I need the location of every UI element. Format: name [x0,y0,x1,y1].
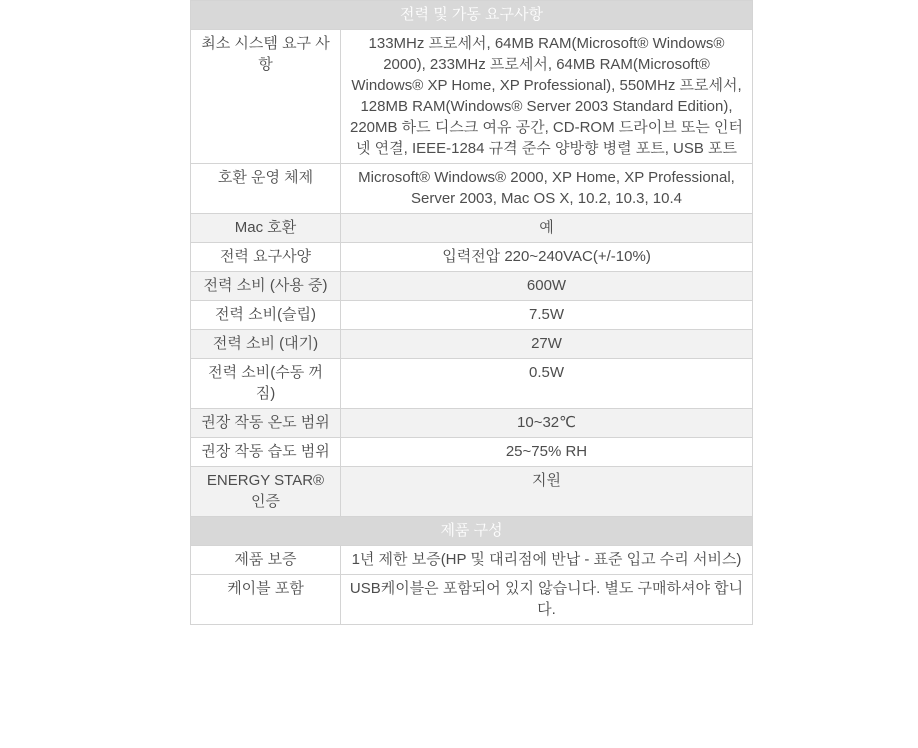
section-header-row [191,1,753,30]
spec-label: 전력 소비(슬립) [191,301,341,330]
spec-label: 제품 보증 [191,546,341,575]
spec-value: 133MHz 프로세서, 64MB RAM(Microsoft® Windows® 2000), 233MHz 프로세서, 64MB RAM(Microsoft® Windows® XP Home, XP Professional), 550MHz 프로세서, 128MB RAM(Windows® Server 2003 Standard Edition), 220MB 하드 디스크 여유 공간, CD-ROM 드라이브 또는 인터넷 연결, IEEE-1284 규격 준수 양방향 병렬 포트, USB 포트 [341,30,753,164]
spec-row [191,214,753,243]
spec-value: 1년 제한 보증(HP 및 대리점에 반납 - 표준 입고 수리 서비스) [341,546,753,575]
spec-table-body [191,1,753,625]
spec-row [191,272,753,301]
spec-row [191,164,753,214]
spec-table [190,0,753,625]
spec-row [191,330,753,359]
spec-label: 전력 요구사양 [191,243,341,272]
spec-label: 최소 시스템 요구 사항 [191,30,341,164]
spec-row [191,467,753,517]
spec-label: 권장 작동 온도 범위 [191,409,341,438]
spec-label: 케이블 포함 [191,575,341,625]
spec-value: 600W [341,272,753,301]
spec-value: Microsoft® Windows® 2000, XP Home, XP Professional, Server 2003, Mac OS X, 10.2, 10.3, 10.4 [341,164,753,214]
spec-value: 25~75% RH [341,438,753,467]
section-header-title: 제품 구성 [191,517,753,546]
spec-label: 호환 운영 체제 [191,164,341,214]
spec-value: 0.5W [341,359,753,409]
spec-row [191,409,753,438]
spec-label: ENERGY STAR® 인증 [191,467,341,517]
section-header-title: 전력 및 가동 요구사항 [191,1,753,30]
spec-label: 전력 소비(수동 꺼짐) [191,359,341,409]
spec-label: Mac 호환 [191,214,341,243]
spec-row [191,438,753,467]
spec-row [191,30,753,164]
spec-row [191,575,753,625]
spec-value: 10~32℃ [341,409,753,438]
spec-value: 7.5W [341,301,753,330]
spec-row [191,546,753,575]
spec-value: 입력전압 220~240VAC(+/-10%) [341,243,753,272]
spec-row [191,359,753,409]
spec-row [191,301,753,330]
spec-value: USB케이블은 포함되어 있지 않습니다. 별도 구매하셔야 합니다. [341,575,753,625]
section-header-row [191,517,753,546]
spec-row [191,243,753,272]
spec-label: 전력 소비 (사용 중) [191,272,341,301]
spec-label: 권장 작동 습도 범위 [191,438,341,467]
spec-label: 전력 소비 (대기) [191,330,341,359]
spec-value: 27W [341,330,753,359]
spec-value: 지원 [341,467,753,517]
spec-value: 예 [341,214,753,243]
